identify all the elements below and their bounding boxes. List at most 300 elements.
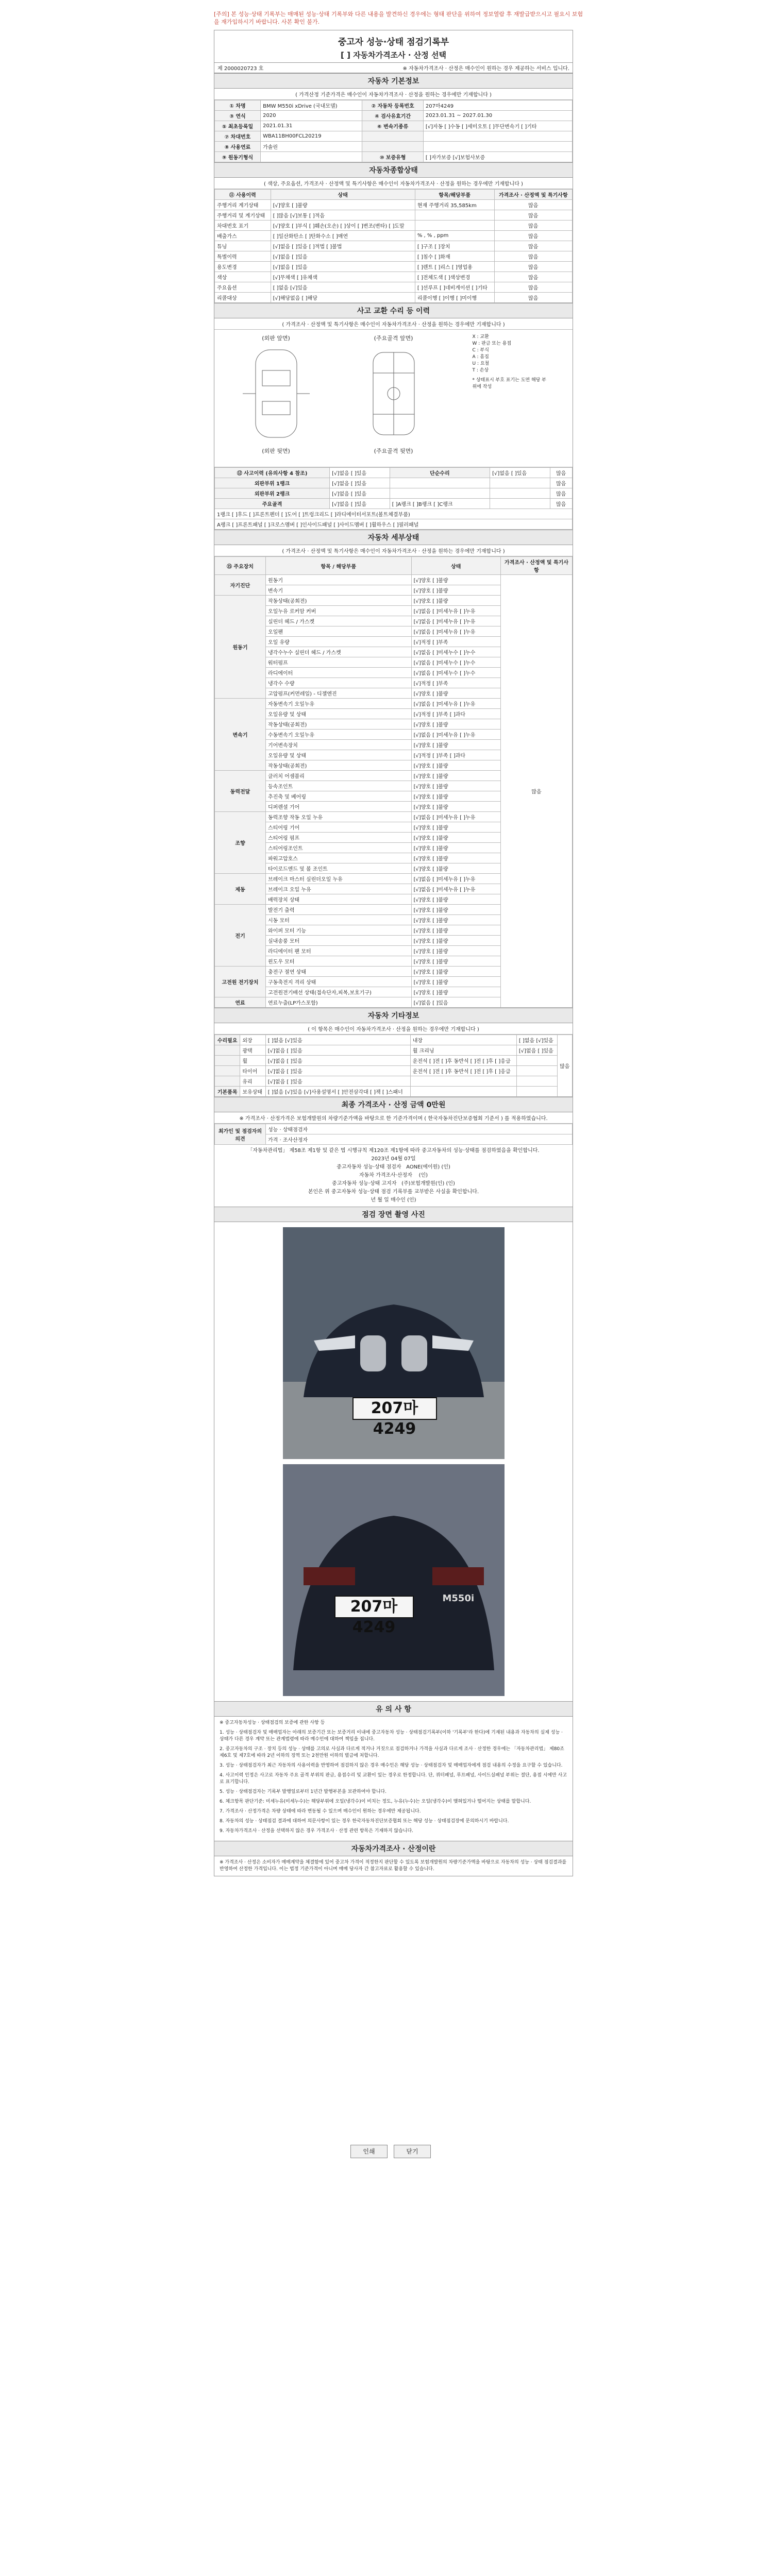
table-cell: 리콜이행 [ ]이행 [ ]미이행 bbox=[415, 293, 494, 303]
table-cell: [ ]없음 [√]있음 [√]사용설명서 [ ]안전삼각대 [ ]잭 [ ]스패너 bbox=[265, 1087, 410, 1097]
table-cell: WBA11BH00FCL20219 bbox=[261, 131, 362, 142]
table-cell: [√]없음 [ ]미세누유 [ ]누유 bbox=[411, 730, 500, 740]
table-cell: [√]없음 [ ]있음 bbox=[330, 499, 390, 509]
table-cell: 오일누유 로커암 커버 bbox=[266, 606, 412, 616]
table-cell: 고전원전기배선 상태(접속단자,피복,보호기구) bbox=[266, 987, 412, 997]
table-cell: 충전구 절연 상태 bbox=[266, 967, 412, 977]
detail-table-body bbox=[215, 575, 573, 1008]
table-cell: 외장 bbox=[240, 1035, 265, 1045]
table-cell: [√]양호 [ ]불량 bbox=[411, 936, 500, 946]
table-cell: [√]양호 [ ]불량 bbox=[411, 853, 500, 863]
table-cell: ⑩ 보증유형 bbox=[362, 152, 423, 162]
table-cell bbox=[490, 499, 550, 509]
table-row bbox=[215, 1056, 573, 1066]
table-header-row bbox=[215, 557, 573, 575]
page-title: 중고자 성능·상태 점검기록부 bbox=[338, 37, 449, 47]
table-cell: 주요옵션 bbox=[215, 282, 271, 293]
section-detail-sub: ( 가격조사 · 산정액 및 특기사항은 매수인이 자동차가격조사 · 산정을 원하는 경우에만 기재합니다 ) bbox=[214, 545, 573, 556]
table-cell: 클러치 어셈블리 bbox=[266, 771, 412, 781]
table-cell: 많음 bbox=[494, 251, 572, 262]
model-badge: M550i bbox=[442, 1593, 475, 1604]
table-cell: ③ 연식 bbox=[215, 111, 261, 121]
table-cell: 기본품목 bbox=[215, 1087, 240, 1097]
table-row bbox=[215, 468, 573, 478]
table-cell: 윈도우 모터 bbox=[266, 956, 412, 967]
table-cell bbox=[410, 1087, 516, 1097]
group-cell: 조향 bbox=[215, 812, 266, 874]
table-row bbox=[215, 231, 573, 241]
table-row bbox=[215, 121, 573, 131]
table-cell: [√]양호 [ ]불량 bbox=[411, 915, 500, 925]
table-cell: 207마4249 bbox=[423, 100, 572, 111]
table-row bbox=[215, 210, 573, 221]
table-cell bbox=[490, 478, 550, 488]
table-cell: 타이어 bbox=[240, 1066, 265, 1076]
etc-table bbox=[214, 1035, 573, 1097]
section-final: 최종 가격조사 · 산정 금액 0만원 bbox=[214, 1097, 573, 1112]
table-cell: 많음 bbox=[494, 210, 572, 221]
column-header: 항목 / 해당부품 bbox=[266, 557, 412, 575]
group-cell: 고전원 전기장치 bbox=[215, 967, 266, 997]
table-cell: [√]양호 [ ]불량 bbox=[411, 925, 500, 936]
table-cell: 작동상태(공회전) bbox=[266, 719, 412, 730]
table-cell: 시동 모터 bbox=[266, 915, 412, 925]
diagram-label: (주요골격 뒷면) bbox=[374, 448, 413, 454]
table-cell: 타이로드엔드 및 볼 조인트 bbox=[266, 863, 412, 874]
table-cell: 자동변속기 오일누유 bbox=[266, 699, 412, 709]
section-final-sub: ※ 가격조사 · 산정가격은 보험개발원의 차량기준가액을 바탕으로 한 기준가격이며 ( 한국자동차진단보증협회 기준서 ) 를 적용하였습니다. bbox=[214, 1112, 573, 1124]
table-cell: [ ]없음 [√]있음 bbox=[265, 1035, 410, 1045]
table-cell: [√]없음 [ ]있음 bbox=[265, 1045, 410, 1056]
table-cell: 보유상태 bbox=[240, 1087, 265, 1097]
rear-photo bbox=[283, 1464, 505, 1696]
table-cell: 색상 bbox=[215, 272, 271, 282]
table-cell: 운전석 [ ]전 [ ]후 동반석 [ ]전 [ ]후 [ ]응급 bbox=[410, 1066, 516, 1076]
frame-outline-icon bbox=[352, 342, 435, 445]
table-cell: 가격 · 조사산정자 bbox=[266, 1134, 573, 1145]
table-cell: 외판부위 1랭크 bbox=[215, 478, 330, 488]
table-cell: 스티어링 펌프 bbox=[266, 833, 412, 843]
table-row bbox=[215, 1066, 573, 1076]
table-cell: ④ 검사유효기간 bbox=[362, 111, 423, 121]
column-header: 가격조사 · 산정액 및 특기사항 bbox=[501, 557, 573, 575]
table-cell: 수동변속기 오일누유 bbox=[266, 730, 412, 740]
table-cell: 구동축전지 격리 상태 bbox=[266, 977, 412, 987]
table-cell: [√]없음 [ ]있음 bbox=[330, 488, 390, 499]
section-overall-sub: ( 색상, 주요옵션, 가격조사 · 산정액 및 특기사항은 매수인이 자동차가격조사 · 산정을 원하는 경우에만 기재합니다 ) bbox=[214, 178, 573, 189]
table-cell: 냉각수누수 실린더 헤드 / 가스켓 bbox=[266, 647, 412, 657]
table-cell: [√]양호 [ ]불량 bbox=[411, 946, 500, 956]
etc-table-body bbox=[215, 1035, 573, 1097]
table-cell: ⑨ 원동기형식 bbox=[215, 152, 261, 162]
table-cell: ⑧ 사용연료 bbox=[215, 142, 261, 152]
table-cell: [√]없음 [ ]있음 bbox=[516, 1045, 557, 1056]
symbol-legend bbox=[473, 334, 550, 391]
car-rear-image bbox=[283, 1464, 505, 1696]
table-cell: [√]양호 [ ]불량 bbox=[411, 987, 500, 997]
table-cell: ⑦ 차대번호 bbox=[215, 131, 261, 142]
section-accident: 사고 교환 수리 등 이력 bbox=[214, 303, 573, 318]
table-cell: [√]양호 [ ]불량 bbox=[411, 575, 500, 585]
table-cell: 가솔린 bbox=[261, 142, 362, 152]
table-row bbox=[215, 293, 573, 303]
table-row bbox=[215, 499, 573, 509]
table-cell: 오일 유량 bbox=[266, 637, 412, 647]
section-accident-sub: ( 가격조사 · 산정액 및 특기사항은 매수인이 자동차가격조사 · 산정을 원하는 경우에만 기재합니다 ) bbox=[214, 318, 573, 330]
table-row bbox=[215, 575, 573, 585]
signer-row: 자동차 가격조사·산정자 (인) bbox=[359, 1173, 428, 1178]
table-cell: 현재 주행거리 35,585km bbox=[415, 200, 494, 210]
table-cell: 주행거리 계기상태 bbox=[215, 200, 271, 210]
table-cell: [√]없음 [ ]미세누유 [ ]누유 bbox=[411, 606, 500, 616]
table-cell: 파워고압호스 bbox=[266, 853, 412, 863]
table-cell: 원동기 bbox=[266, 575, 412, 585]
table-cell bbox=[215, 1066, 240, 1076]
table-cell: [√]없음 [ ]미세누유 [ ]누유 bbox=[411, 874, 500, 884]
table-cell: 발전기 출력 bbox=[266, 905, 412, 915]
section-basic: 자동차 기본정보 bbox=[214, 73, 573, 89]
table-cell: [√]양호 [ ]불량 bbox=[411, 894, 500, 905]
table-cell: [√]없음 [ ]미세누수 [ ]누수 bbox=[411, 657, 500, 668]
diagram-label: (외판 뒷면) bbox=[262, 448, 290, 454]
table-cell bbox=[516, 1056, 557, 1066]
table-cell: [√]양호 [ ]불량 bbox=[411, 596, 500, 606]
column-header: ⑮ 주요장치 bbox=[215, 557, 266, 575]
column-header: 항목/해당부품 bbox=[415, 190, 494, 200]
table-cell bbox=[215, 1076, 240, 1087]
doc-number: 제 2000020723 호 bbox=[217, 66, 264, 72]
table-cell: 많음 bbox=[494, 272, 572, 282]
car-outline-icon bbox=[238, 342, 315, 445]
table-row bbox=[215, 262, 573, 272]
table-cell: [√]없음 [ ]있음 bbox=[490, 468, 550, 478]
table-cell: 광택 bbox=[240, 1045, 265, 1056]
table-row bbox=[215, 111, 573, 121]
signer-row: 중고자동차 성능·상태 고지자 (주)보험개발원(인) (인) bbox=[332, 1181, 455, 1187]
table-cell: [ ]전체도색 [ ]색상변경 bbox=[415, 272, 494, 282]
section-overall: 자동차종합상태 bbox=[214, 162, 573, 178]
signature-block bbox=[214, 1145, 573, 1207]
table-cell: [√]양호 [ ]불량 bbox=[411, 905, 500, 915]
table-cell: 주요골격 bbox=[215, 499, 330, 509]
table-cell: [√]없음 [ ]미세누유 [ ]누유 bbox=[411, 626, 500, 637]
table-cell: [√]양호 [ ]불량 bbox=[411, 802, 500, 812]
table-cell: [√]적정 [ ]부족 bbox=[411, 678, 500, 688]
table-cell: 오일유량 및 상태 bbox=[266, 750, 412, 760]
table-cell bbox=[423, 131, 572, 142]
table-cell bbox=[490, 488, 550, 499]
table-cell: 스티어링조인트 bbox=[266, 843, 412, 853]
table-cell: 등속조인트 bbox=[266, 781, 412, 791]
notes-list bbox=[214, 1717, 573, 1841]
table-row bbox=[215, 509, 573, 519]
legend-item: T : 손상 bbox=[472, 368, 489, 373]
table-cell: [ ]침수 [ ]화재 bbox=[415, 251, 494, 262]
legend-item: W : 판금 또는 용접 bbox=[472, 341, 512, 346]
table-cell: [√]양호 [ ]불량 bbox=[411, 688, 500, 699]
table-cell: [√]적정 [ ]부족 [ ]과다 bbox=[411, 750, 500, 760]
section-etc-sub: ( 이 항목은 매수인이 자동차가격조사 · 산정을 원하는 경우에만 기재합니다 ) bbox=[214, 1023, 573, 1035]
list-item: 1. 성능 · 상태점검자 및 매매업자는 아래의 보증기간 또는 보증거리 이내에 중고자동차 성능 · 상태점검기록부(이하 '기록부'라 한다)에 기재된 내용과 자동차의 실제 성능 · 상태가 다른 경우 계약 또는 관계법령에 따라 매수인에 대하여 책임을 집니다. bbox=[220, 1730, 563, 1742]
table-row bbox=[215, 1124, 573, 1134]
table-row bbox=[215, 241, 573, 251]
list-item: 2. 중고자동차의 구조 · 장치 등의 성능 · 상태를 고의로 사실과 다르게 적거나 거짓으로 점검하거나 가격을 사실과 다르게 조사 · 산정한 경우에는 「자동차관리법」 제80조제6호 및 제7호에 따라 2년 이하의 징역 또는 2천만원 이하의 벌금에 처합니다. bbox=[220, 1747, 564, 1758]
table-cell: [√]양호 [ ]불량 bbox=[411, 863, 500, 874]
table-cell: [√]없음 [ ]있음 bbox=[330, 468, 390, 478]
table-cell: ⑥ 변속기종류 bbox=[362, 121, 423, 131]
table-cell: [√]없음 [ ]미세누유 [ ]누유 bbox=[411, 616, 500, 626]
table-cell: [√]양호 [ ]불량 bbox=[411, 967, 500, 977]
table-cell: 많음 bbox=[494, 221, 572, 231]
car-diagrams bbox=[214, 330, 573, 467]
table-cell: [√]없음 [ ]미세누유 [ ]누유 bbox=[411, 699, 500, 709]
doc-note: ※ 자동차가격조사 · 산정은 매수인이 원하는 경우 제공하는 서비스 입니다. bbox=[402, 66, 570, 72]
table-cell: 연료누출(LP가스포함) bbox=[266, 997, 412, 1008]
diagram-label: (주요골격 앞면) bbox=[374, 335, 413, 342]
table-cell: [ ]선루프 [ ]네비게이션 [ ]기타 bbox=[415, 282, 494, 293]
table-cell: 많음 bbox=[494, 262, 572, 272]
table-cell: [ ]A랭크 [ ]B랭크 [ ]C랭크 bbox=[390, 499, 490, 509]
table-cell: 많음 bbox=[494, 231, 572, 241]
table-row bbox=[215, 519, 573, 530]
detail-table bbox=[214, 556, 573, 1008]
list-item: ※ 중고자동차성능 · 상태점검의 보증에 관한 사항 등 bbox=[220, 1720, 325, 1725]
table-row bbox=[215, 1076, 573, 1087]
table-cell: 라디에이터 bbox=[266, 668, 412, 678]
table-cell: 최가인 및 점검자의 의견 bbox=[215, 1124, 266, 1145]
table-cell: [√]무채색 [ ]유채색 bbox=[271, 272, 415, 282]
table-cell: 많음 bbox=[501, 575, 573, 1008]
table-cell: 많음 bbox=[550, 478, 572, 488]
table-cell: 1랭크 [ ]후드 [ ]프론트펜더 [ ]도어 [ ]트렁크리드 [ ]라디에이터서포트(볼트체결부품) bbox=[215, 509, 573, 519]
table-cell: A랭크 [ ]프론트패널 [ ]크로스멤버 [ ]인사이드패널 [ ]사이드멤버 [ ]휠하우스 [ ]필러패널 bbox=[215, 519, 573, 530]
table-cell: [√]양호 [ ]불량 bbox=[411, 822, 500, 833]
table-cell: [√]적정 [ ]부족 bbox=[411, 637, 500, 647]
legend-note: * 상태표시 부호 표기는 도면 해당 부위에 작성 bbox=[472, 378, 546, 389]
law-statement: 「자동차관리법」 제58조 제1항 및 같은 법 시행규칙 제120조 제1항에 따라 중고자동차의 성능·상태를 점검하였음을 확인합니다. bbox=[247, 1148, 540, 1154]
table-cell: 많음 bbox=[550, 468, 572, 478]
table-cell: 냉각수 수량 bbox=[266, 678, 412, 688]
table-cell: 단순수리 bbox=[390, 468, 490, 478]
table-cell: 실린더 헤드 / 가스켓 bbox=[266, 616, 412, 626]
list-item: 6. 체크항목 판단기준: 미세누유(미세누수)는 해당부위에 오일(냉각수)이 비치는 정도, 누유(누수)는 오일(냉각수)이 맺혀있거나 떨어지는 상태를 말합니다. bbox=[220, 1799, 531, 1804]
table-row bbox=[215, 221, 573, 231]
table-cell: [√]양호 [ ]불량 bbox=[411, 833, 500, 843]
table-cell: [√]없음 [ ]있음 bbox=[265, 1066, 410, 1076]
list-item: 7. 가격조사 · 산정가격은 차량 상태에 따라 변동될 수 있으며 매수인이 원하는 경우에만 제공됩니다. bbox=[220, 1809, 421, 1814]
list-item: 4. 사고이력 인정은 사고로 자동차 주요 골격 부위의 판금, 용접수리 및 교환이 있는 경우로 한정합니다. 단, 쿼터패널, 루프패널, 사이드실패널 부위는 절단, 용접 시에만 사고로 표기합니다. bbox=[220, 1773, 567, 1785]
action-buttons bbox=[350, 2145, 431, 2158]
overall-table bbox=[214, 189, 573, 303]
table-row bbox=[215, 488, 573, 499]
legend-item: X : 교환 bbox=[472, 334, 489, 340]
table-header-row bbox=[215, 190, 573, 200]
table-cell: [ ]구조 [ ]장치 bbox=[415, 241, 494, 251]
table-cell: [√]적정 [ ]부족 [ ]과다 bbox=[411, 709, 500, 719]
column-header: 상태 bbox=[411, 557, 500, 575]
license-plate: 207마 4249 bbox=[352, 1397, 437, 1420]
table-cell: [√]없음 [ ]있음 [ ]적법 [ ]불법 bbox=[271, 241, 415, 251]
table-row bbox=[215, 1035, 573, 1045]
table-cell: 실내송풍 모터 bbox=[266, 936, 412, 946]
table-cell bbox=[215, 1045, 240, 1056]
table-cell: 많음 bbox=[550, 488, 572, 499]
front-photo bbox=[283, 1227, 505, 1459]
table-cell: 오일유량 및 상태 bbox=[266, 709, 412, 719]
table-cell: [√]없음 [ ]있음 bbox=[271, 262, 415, 272]
table-cell bbox=[516, 1087, 557, 1097]
consent-statement: 본인은 위 중고자동차 성능·상태 점검 기록부를 교부받은 사실을 확인합니다. bbox=[308, 1189, 479, 1195]
table-cell bbox=[215, 1056, 240, 1066]
list-item: 5. 성능 · 상태점검자는 기록부 발행일로부터 1년간 발행부본을 보관하여야 합니다. bbox=[220, 1789, 386, 1794]
table-cell: [√]없음 [ ]미세누유 [ ]누유 bbox=[411, 812, 500, 822]
license-plate: 207마 4249 bbox=[334, 1596, 414, 1618]
table-cell: 성능 · 상태점검자 bbox=[266, 1124, 573, 1134]
table-cell: 2023.01.31 ~ 2027.01.30 bbox=[423, 111, 572, 121]
table-cell: [ ]자가보증 [√]보험사보증 bbox=[423, 152, 572, 162]
group-cell: 자기진단 bbox=[215, 575, 266, 596]
list-item: 3. 성능 · 상태점검자가 최근 자동차의 사용이력을 반영하여 점검하지 않은 경우 매수인은 해당 성능 · 상태점검자 및 매매업자에게 점검 내용의 수정을 요구할 수 있습니다. bbox=[220, 1763, 563, 1768]
list-item: 9. 자동차가격조사 · 산정을 선택하지 않은 경우 가격조사 · 산정 관련 항목은 기재하지 않습니다. bbox=[220, 1828, 414, 1834]
table-cell: 2021.01.31 bbox=[261, 121, 362, 131]
table-row bbox=[215, 142, 573, 152]
group-cell: 변속기 bbox=[215, 699, 266, 771]
table-cell: [√]양호 [ ]불량 bbox=[411, 740, 500, 750]
table-cell: [√]양호 [ ]불량 bbox=[411, 781, 500, 791]
legend-item: A : 흠집 bbox=[472, 354, 489, 360]
table-cell: 휠 bbox=[240, 1056, 265, 1066]
table-cell: [√]양호 [ ]불량 bbox=[411, 760, 500, 771]
table-cell: 용도변경 bbox=[215, 262, 271, 272]
close-button[interactable]: 닫기 bbox=[394, 2145, 431, 2158]
table-cell: [√]양호 [ ]불량 bbox=[411, 791, 500, 802]
table-cell: BMW M550i xDrive (국내모델) bbox=[261, 100, 362, 111]
table-cell: [√]양호 [ ]불량 bbox=[411, 956, 500, 967]
table-cell: [√]없음 [ ]있음 bbox=[271, 251, 415, 262]
table-cell: [√]양호 [ ]불량 bbox=[411, 585, 500, 596]
legend-item: U : 요철 bbox=[472, 361, 490, 366]
table-row bbox=[215, 100, 573, 111]
table-cell: [ ]없음 [√]있음 bbox=[516, 1035, 557, 1045]
issue-date: 2023년 04월 07일 bbox=[371, 1156, 416, 1162]
table-cell: 작동상태(공회전) bbox=[266, 760, 412, 771]
group-cell: 전기 bbox=[215, 905, 266, 967]
table-cell: [√]없음 [ ]있음 bbox=[330, 478, 390, 488]
table-cell: 추진축 및 베어링 bbox=[266, 791, 412, 802]
column-header: 상태 bbox=[271, 190, 415, 200]
table-cell: [√]양호 [ ]불량 bbox=[271, 200, 415, 210]
table-cell: ⑤ 최초등록일 bbox=[215, 121, 261, 131]
table-cell: 라디에이터 팬 모터 bbox=[266, 946, 412, 956]
signer-row: 중고자동차 성능·상태 점검자 AONE(에이원) (인) bbox=[337, 1164, 450, 1170]
table-cell bbox=[415, 210, 494, 221]
table-cell: 작동상태(공회전) bbox=[266, 596, 412, 606]
table-cell: [√]없음 [ ]있음 bbox=[411, 997, 500, 1008]
section-basic-sub: ( 가격산정 기준가격은 매수인이 자동차가격조사 · 산정을 원하는 경우에만 기재합니다 ) bbox=[214, 89, 573, 100]
section-notes: 유 의 사 항 bbox=[214, 1701, 573, 1717]
table-cell: 동력조향 작동 오일 누유 bbox=[266, 812, 412, 822]
column-header: ⑪ 사용이력 bbox=[215, 190, 271, 200]
table-cell: 주행거리 및 계기상태 bbox=[215, 210, 271, 221]
table-cell: 배출가스 bbox=[215, 231, 271, 241]
table-cell: 많음 bbox=[494, 200, 572, 210]
final-table bbox=[214, 1124, 573, 1145]
print-button[interactable]: 인쇄 bbox=[350, 2145, 388, 2158]
warning-notice: [주의] 본 성능·상태 기록부는 매매된 성능·상태 기록부와 다른 내용을 발견하신 경우에는 형태 판단을 위하여 정보열람 후 재발급받으시고 필요시 보험을 재가입하시기 바랍니다. 사본 확인 불가. bbox=[214, 11, 583, 25]
table-cell: [√]없음 [ ]있음 bbox=[265, 1056, 410, 1066]
table-cell: 디퍼렌셜 기어 bbox=[266, 802, 412, 812]
table-cell: ② 자동차 등록번호 bbox=[362, 100, 423, 111]
table-cell: 많음 bbox=[550, 499, 572, 509]
table-cell: [√]없음 [ ]미세누수 [ ]누수 bbox=[411, 647, 500, 657]
table-cell bbox=[516, 1066, 557, 1076]
basic-info-table bbox=[214, 100, 573, 162]
table-cell bbox=[362, 142, 423, 152]
table-cell: % , % , ppm bbox=[415, 231, 494, 241]
table-cell: 차대번호 표기 bbox=[215, 221, 271, 231]
table-row bbox=[215, 251, 573, 262]
table-row bbox=[215, 1134, 573, 1145]
table-cell: 2020 bbox=[261, 111, 362, 121]
table-cell bbox=[516, 1076, 557, 1087]
section-detail: 자동차 세부상태 bbox=[214, 530, 573, 545]
table-cell bbox=[390, 478, 490, 488]
table-cell: 브레이크 마스터 실린더오일 누유 bbox=[266, 874, 412, 884]
accident-table bbox=[214, 467, 573, 530]
table-cell: [√]양호 [ ]불량 bbox=[411, 977, 500, 987]
table-cell bbox=[362, 131, 423, 142]
table-cell: 유리 bbox=[240, 1076, 265, 1087]
table-cell: 고압펌프(커먼레일) - 디젤엔진 bbox=[266, 688, 412, 699]
table-cell: 많음 bbox=[494, 241, 572, 251]
table-cell: 운전석 [ ]전 [ ]후 동반석 [ ]전 [ ]후 [ ]응급 bbox=[410, 1056, 516, 1066]
table-cell: 배력장치 상태 bbox=[266, 894, 412, 905]
column-header: 가격조사 · 산정액 및 특기사항 bbox=[494, 190, 572, 200]
buyer-sign-line: 년 월 일 매수인 (인) bbox=[371, 1197, 416, 1203]
group-cell: 동력전달 bbox=[215, 771, 266, 812]
table-cell: [√]없음 [ ]미세누수 [ ]누수 bbox=[411, 668, 500, 678]
legend-item: C : 부식 bbox=[472, 348, 489, 353]
table-cell: 워터펌프 bbox=[266, 657, 412, 668]
table-row bbox=[215, 1087, 573, 1097]
table-cell: [ ]없음 [√]있음 bbox=[271, 282, 415, 293]
page-subtitle: [ ] 자동차가격조사 · 산정 선택 bbox=[341, 50, 446, 60]
table-cell: [√]해당없음 [ ]해당 bbox=[271, 293, 415, 303]
table-cell: 휠 크리닝 bbox=[410, 1045, 516, 1056]
table-cell bbox=[423, 142, 572, 152]
table-cell bbox=[410, 1076, 516, 1087]
section-etc: 자동차 기타정보 bbox=[214, 1008, 573, 1023]
table-cell: 많음 bbox=[557, 1035, 572, 1097]
table-cell: 변속기 bbox=[266, 585, 412, 596]
table-cell: [√]양호 [ ]불량 bbox=[411, 843, 500, 853]
table-row bbox=[215, 272, 573, 282]
table-cell: ① 차명 bbox=[215, 100, 261, 111]
table-row bbox=[215, 478, 573, 488]
table-row bbox=[215, 131, 573, 142]
section-photos: 점검 장면 촬영 사진 bbox=[214, 1207, 573, 1222]
table-cell: 내장 bbox=[410, 1035, 516, 1045]
outer-front-diagram bbox=[238, 334, 315, 455]
table-cell bbox=[261, 152, 362, 162]
table-cell: 와이퍼 모터 기능 bbox=[266, 925, 412, 936]
table-cell: [√]없음 [ ]미세누유 [ ]누유 bbox=[411, 884, 500, 894]
table-cell: [√]양호 [ ]부식 [ ]훼손(오손) [ ]상이 [ ]변조(변타) [ ]도말 bbox=[271, 221, 415, 231]
table-cell bbox=[415, 221, 494, 231]
frame-front-diagram bbox=[352, 334, 435, 455]
calc-text: ※ 가격조사 · 산정은 소비자가 매매계약을 체결함에 있어 중고차 가격이 적정한지 판단할 수 있도록 보험개발원의 차량기준가액을 바탕으로 자동차의 성능 · 상태 점검결과를 반영하여 산정한 가격입니다. 이는 법정 기준가격이 아니며 매매 당사자 간 참고자료로 활용할 수 있습니다. bbox=[220, 1860, 567, 1872]
table-cell bbox=[390, 488, 490, 499]
